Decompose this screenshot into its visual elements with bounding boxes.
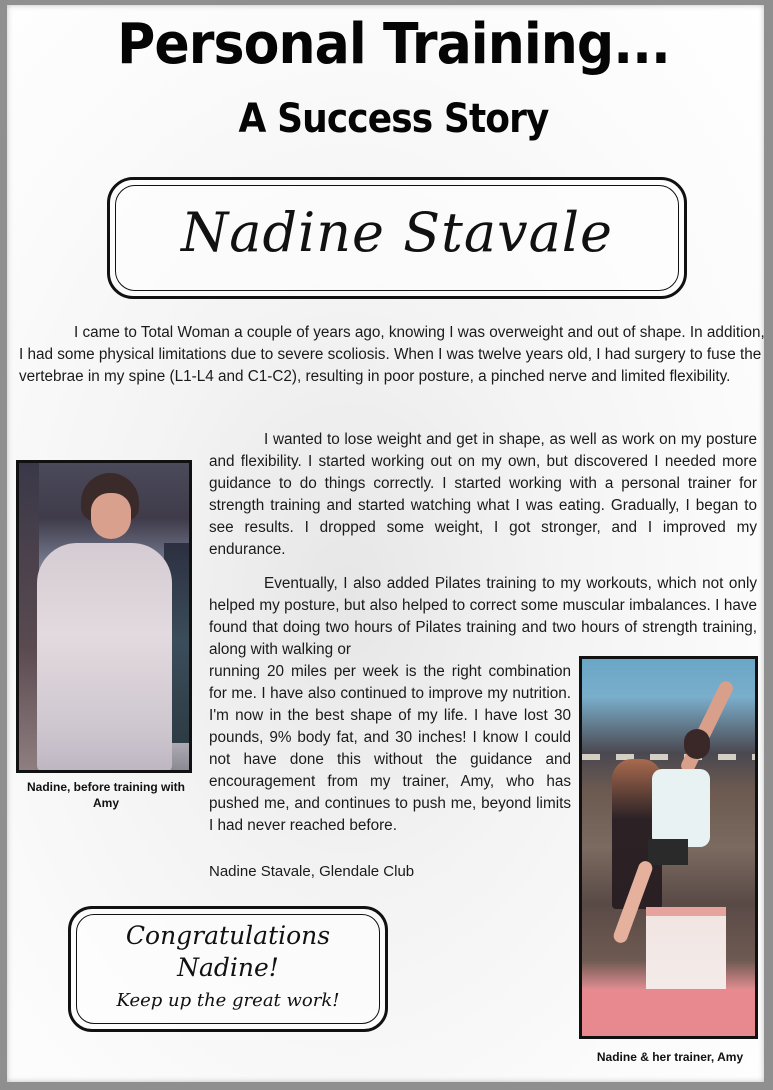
paragraph-3-text: Eventually, I also added Pilates training to my workouts, which not only helped my posture, but also helped to correct some muscular imbalances. I have found that doing two hours of Pilates training and two hours of strength training, along with walking or (209, 575, 757, 658)
page-subtitle: A Success Story (238, 96, 549, 142)
paragraph-3-continued: running 20 miles per week is the right combination for me. I have also continued to improve my nutrition. I'm now in the best shape of my life. I have lost 30 pounds, 9% body fat, and 30 inches! I know I could not have done this without the guidance and encouragement from my trainer, Amy, who has pushed me, and continues to push me, beyond limits I had never reached before. (209, 663, 571, 834)
magazine-page (7, 5, 764, 1082)
before-photo (16, 460, 192, 773)
name-banner-text: Nadine Stavale (181, 201, 613, 264)
congrats-line-3: Keep up the great work! (116, 990, 340, 1011)
trainer-photo (579, 656, 758, 1039)
congratulations-box (68, 906, 388, 1032)
photo-figure-body (37, 543, 172, 773)
paragraph-2 (209, 429, 757, 561)
paragraph-2-text: I wanted to lose weight and get in shape, as well as work on my posture and flexibility. I started working out on my own, but discovered I needed more guidance to do things correctly. I started working with a personal trainer for strength training and started watching what I was eating. Gradually, I began to see results. I dropped some weight, I got stronger, and I improved my endurance. (209, 431, 757, 558)
photo-background (19, 463, 39, 770)
photo-ceiling-lights (582, 754, 755, 760)
name-banner (107, 177, 687, 299)
photo-head (684, 729, 710, 759)
congrats-line-1: Congratulations (125, 921, 331, 950)
paragraph-3 (209, 573, 757, 661)
photo-shirt (652, 769, 710, 847)
photo-shorts (648, 839, 688, 865)
photo-mat (582, 989, 755, 1039)
paragraph-1 (19, 322, 771, 388)
trainer-photo-caption: Nadine & her trainer, Amy (596, 1050, 744, 1064)
congrats-line-2: Nadine! (177, 953, 279, 982)
photo-raised-arm (679, 679, 735, 775)
photo-pilates-box (646, 907, 726, 997)
photo-figure-face (91, 493, 131, 539)
before-photo-caption: Nadine, before training with Amy (26, 780, 185, 810)
signature: Nadine Stavale, Glendale Club (209, 863, 415, 880)
paragraph-1-text: I came to Total Woman a couple of years ago, knowing I was overweight and out of shape. In addition, I had some physical limitations due to severe scoliosis. When I was twelve years old, I had surgery to fuse the vertebrae in my spine (L1-L4 and C1-C2), resulting in poor posture, a pinched nerve and limited flexibility. (19, 324, 765, 385)
page-title: Personal Training... (117, 12, 670, 77)
